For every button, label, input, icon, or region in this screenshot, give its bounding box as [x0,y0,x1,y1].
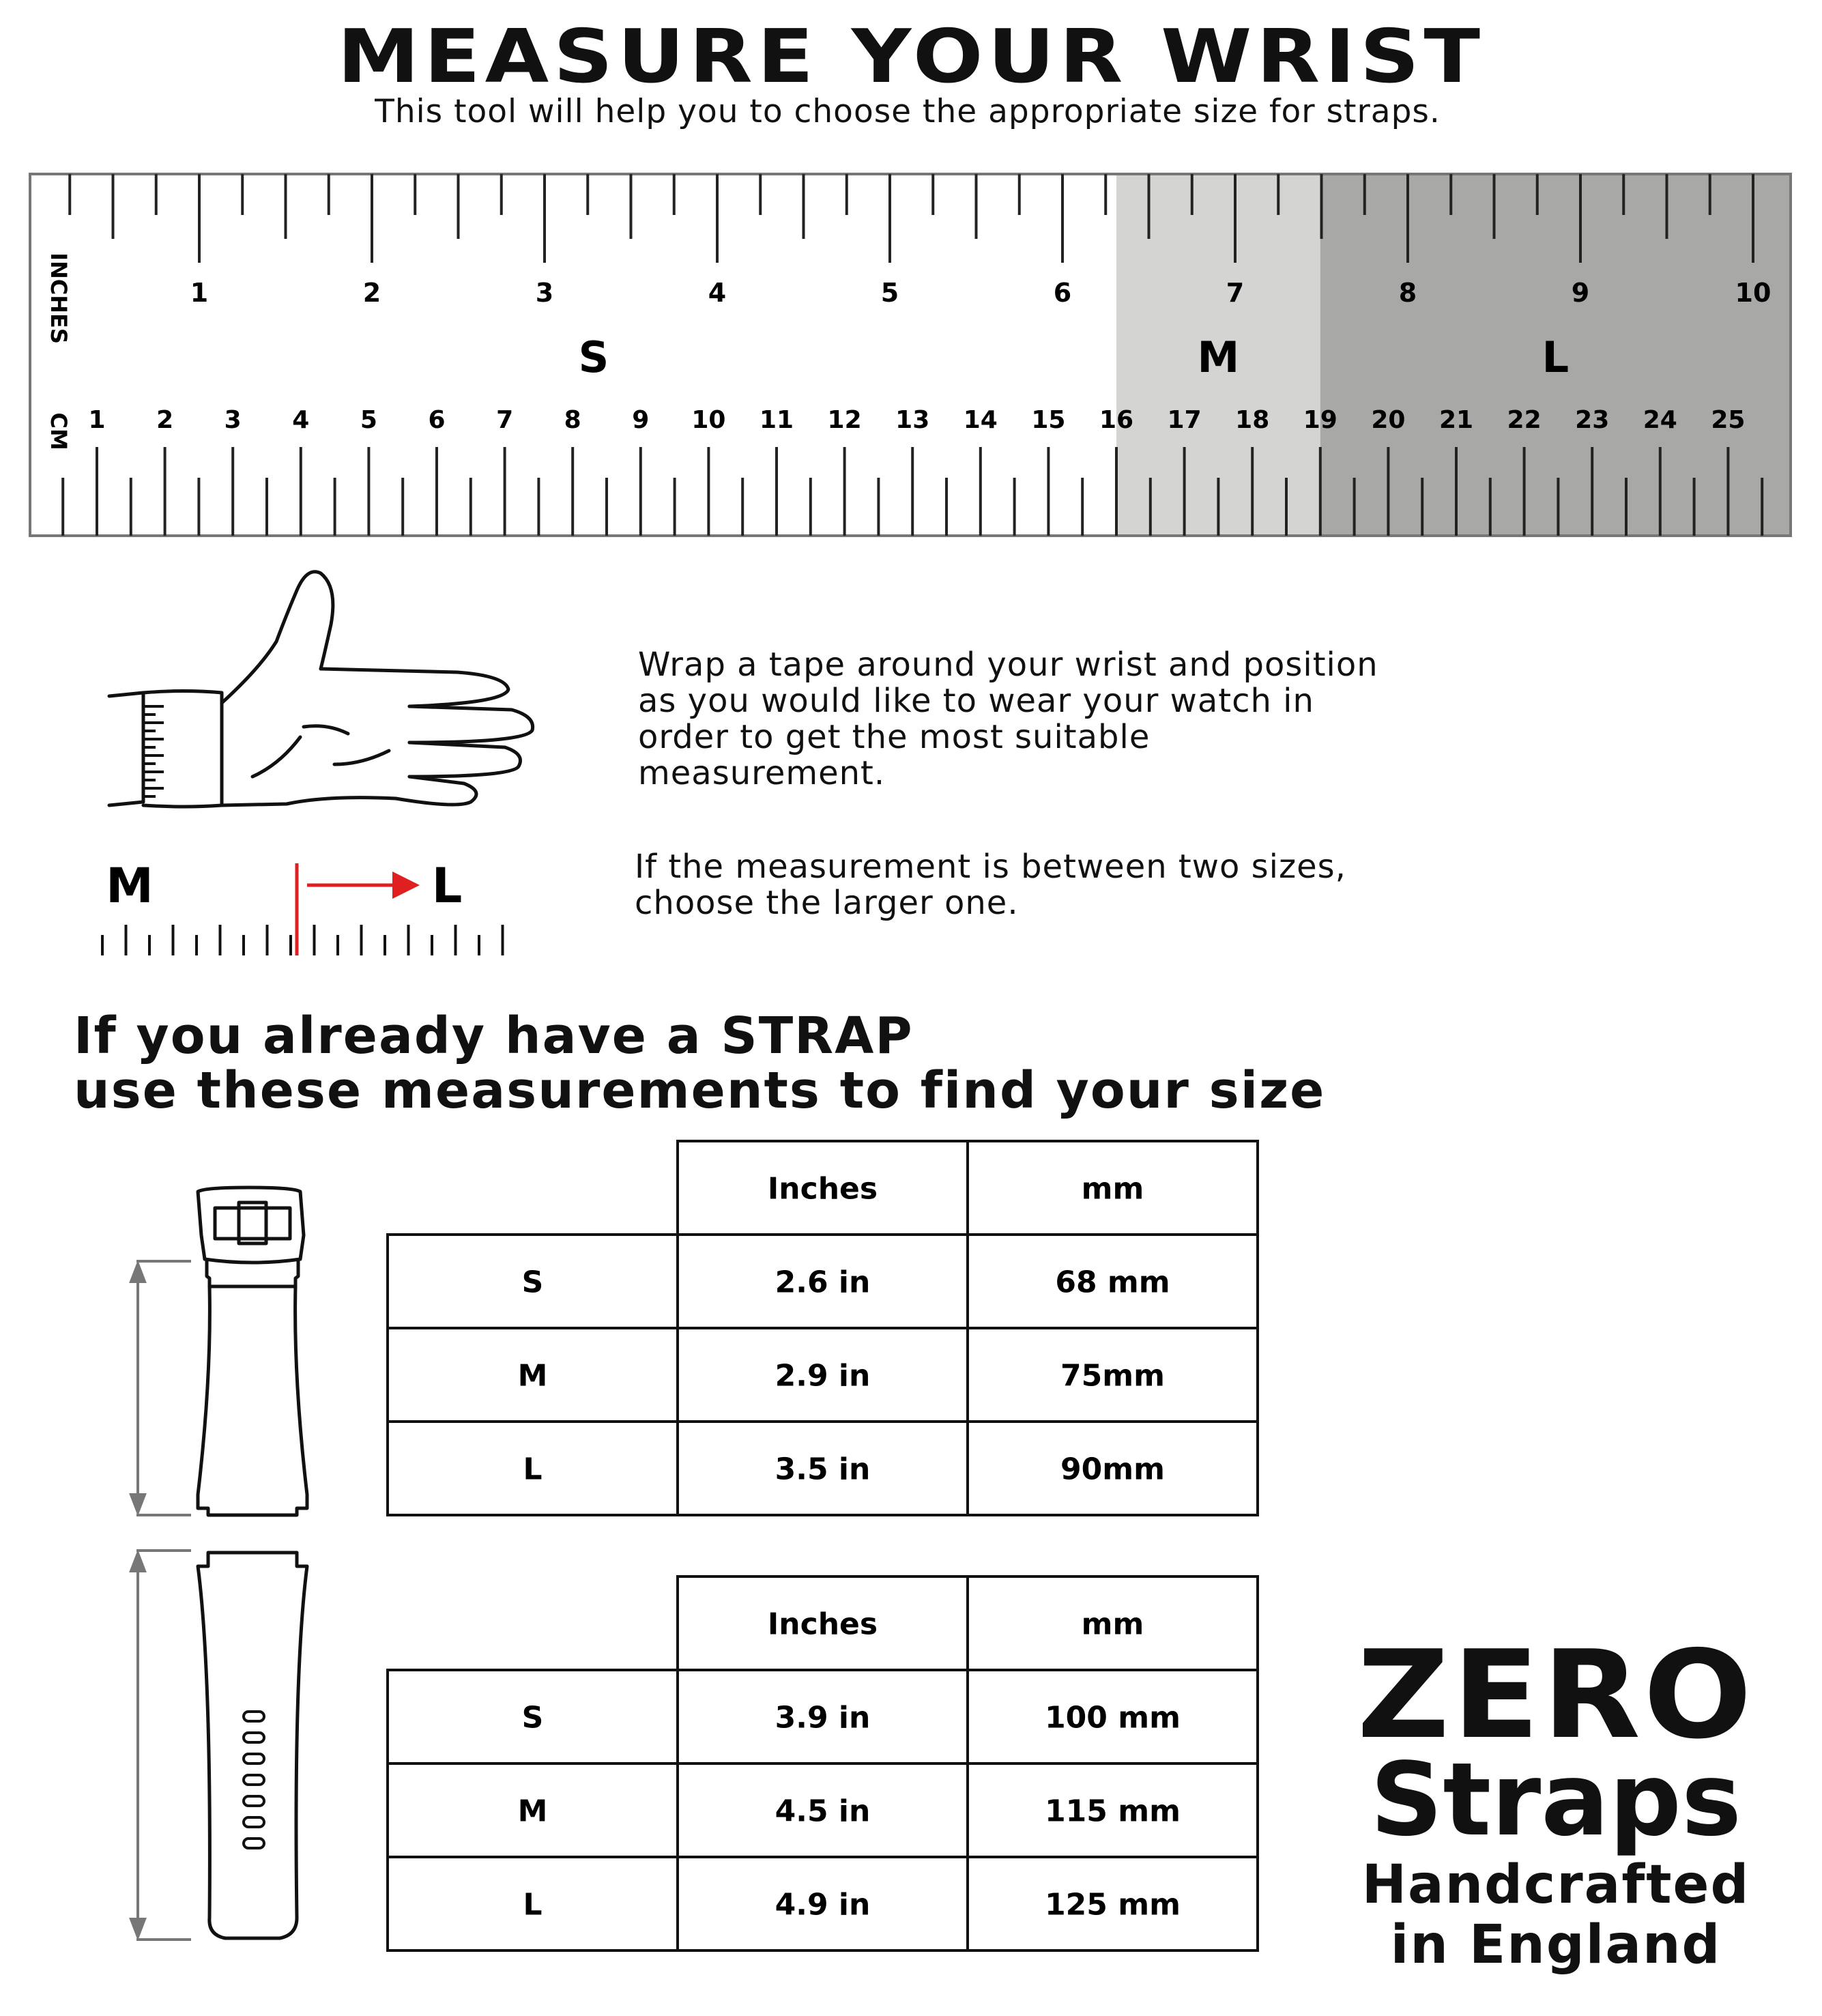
inches-axis-label: INCHES [46,253,72,344]
strap-heading-line2: use these measurements to find your size [74,1061,1326,1120]
cm-number: 13 [895,406,930,434]
table-header: mm [1081,1607,1144,1642]
long-strap-size-table [0,1553,1297,1955]
zone-label-m: M [1197,332,1240,382]
cm-number: 5 [360,406,377,434]
zone-label-l: L [1542,332,1570,382]
cm-number: 4 [292,406,310,434]
size-label: S [521,1700,544,1736]
cm-number: 17 [1167,406,1202,434]
size-value: 4.5 in [775,1794,871,1829]
brand-straps: Straps [1370,1741,1742,1858]
brand-zero: ZERO [1357,1624,1755,1766]
cm-number: 7 [496,406,514,434]
size-value: 3.9 in [775,1700,871,1736]
size-value: 90mm [1060,1452,1165,1487]
cm-number: 2 [156,406,174,434]
size-label: M [517,1794,548,1829]
inch-number: 10 [1735,278,1772,308]
cm-number: 14 [963,406,998,434]
between-sizes-instruction: If the measurement is between two sizes, choose the larger one. [635,848,1346,922]
cm-number: 21 [1438,406,1474,434]
size-label: S [521,1265,544,1300]
brand-handcrafted: Handcrafted [1361,1854,1750,1916]
size-value: 4.9 in [775,1887,871,1923]
cm-number: 16 [1099,406,1134,434]
cm-axis-label: CM [46,412,72,450]
cm-number: 1 [88,406,106,434]
cm-number: 6 [428,406,446,434]
cm-number: 24 [1643,406,1677,434]
zone-label-s: S [578,332,609,382]
cm-number: 10 [691,406,726,434]
inch-number: 7 [1226,278,1245,308]
inch-number: 2 [362,278,381,308]
arrow-head-icon [392,872,420,899]
size-value: 3.5 in [775,1452,871,1487]
strap-heading-line1: If you already have a STRAP [74,1007,914,1065]
size-value: 68 mm [1055,1265,1170,1300]
size-ruler [0,0,1822,546]
cm-number: 23 [1575,406,1610,434]
short-strap-size-table [0,1119,1297,1522]
cm-number: 15 [1031,406,1066,434]
brand-in-england: in England [1390,1914,1722,1976]
cm-number: 19 [1303,406,1337,434]
size-value: 2.6 in [775,1265,871,1300]
cm-number: 9 [632,406,650,434]
cm-number: 20 [1371,406,1406,434]
between-from-label: M [106,858,154,914]
cm-number: 22 [1507,406,1542,434]
brand-logo [1297,1624,1815,1976]
wrap-instruction: Wrap a tape around your wrist and position as you would like to wear your watch in order to get the most suitable measurement. [638,646,1378,792]
cm-number: 18 [1235,406,1270,434]
cm-number: 11 [759,406,794,434]
size-value: 125 mm [1045,1887,1181,1923]
page-subtitle: This tool will help you to choose the appropriate size for straps. [375,93,1441,130]
size-label: L [523,1452,543,1487]
inch-number: 4 [708,278,727,308]
between-sizes-diagram [82,846,519,969]
size-value: 2.9 in [775,1358,871,1394]
inch-number: 5 [880,278,899,308]
table-header: Inches [767,1171,878,1207]
size-value: 100 mm [1045,1700,1181,1736]
page-title: MEASURE YOUR WRIST [337,14,1485,100]
inch-number: 1 [190,278,209,308]
cm-number: 8 [564,406,581,434]
inch-number: 9 [1571,278,1590,308]
inch-number: 6 [1053,278,1072,308]
size-label: M [517,1358,548,1394]
table-header: mm [1081,1171,1144,1207]
inch-number: 3 [535,278,554,308]
size-label: L [523,1887,543,1923]
strap-heading [74,1009,1325,1118]
table-header: Inches [767,1607,878,1642]
inch-number: 8 [1398,278,1417,308]
size-value: 75mm [1060,1358,1165,1394]
cm-number: 25 [1711,406,1746,434]
between-to-label: L [431,858,463,914]
hand-with-tape-illustration [102,560,553,833]
size-value: 115 mm [1045,1794,1181,1829]
cm-number: 3 [224,406,242,434]
cm-number: 12 [827,406,862,434]
